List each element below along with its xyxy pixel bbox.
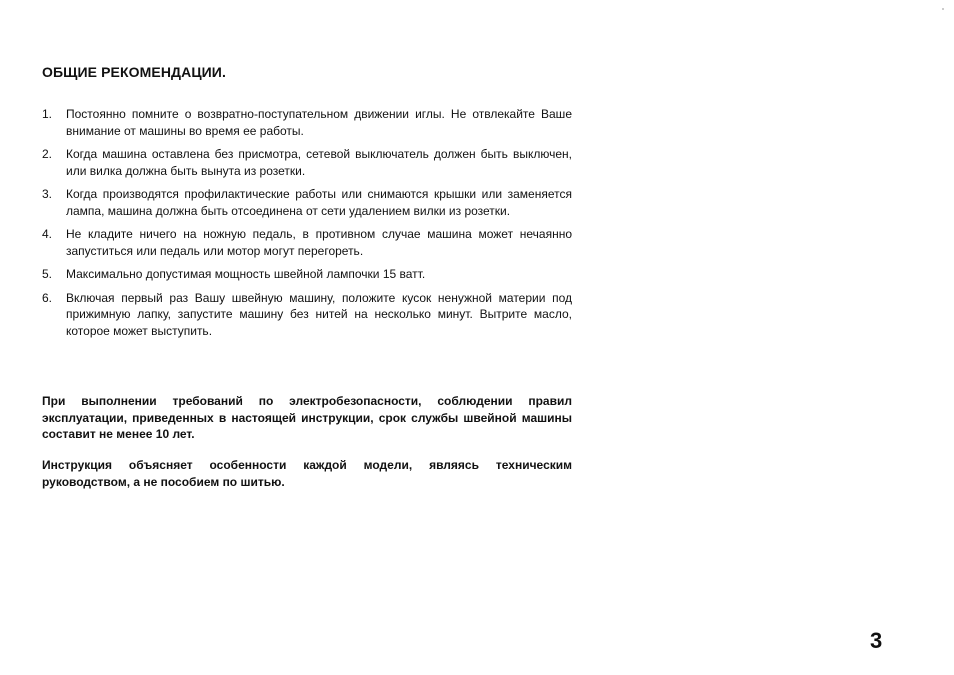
list-item [42, 146, 572, 179]
item-number: 5. [42, 267, 53, 281]
item-text: Не кладите ничего на ножную педаль, в противном случае машина может нечаянно запуститься или педаль или мотор могут перегореть. [66, 227, 572, 258]
page-number: 3 [870, 628, 883, 653]
item-number: 2. [42, 147, 53, 161]
service-life-note: При выполнении требований по электробезопасности, соблюдении правил эксплуатации, приведенных в настоящей инструкции, срок службы швейной машины составит не менее 10 лет. [42, 394, 572, 441]
list-item [42, 186, 572, 219]
list-item [42, 226, 572, 259]
manual-purpose-note: Инструкция объясняет особенности каждой модели, являясь техническим руководством, а не пособием по шитью. [42, 458, 572, 489]
item-text: Когда машина оставлена без присмотра, сетевой выключатель должен быть выключен, или вилка должна быть вынута из розетки. [66, 147, 572, 178]
list-item [42, 106, 572, 139]
item-number: 4. [42, 227, 53, 241]
item-number: 6. [42, 290, 53, 305]
section-heading: ОБЩИЕ РЕКОМЕНДАЦИИ. [42, 64, 226, 80]
item-text: Постоянно помните о возвратно-поступательном движении иглы. Не отвлекайте Ваше внимание от машины во время ее работы. [66, 107, 572, 138]
recommendations-list [42, 106, 572, 346]
list-item [42, 266, 572, 283]
item-text: Когда производятся профилактические работы или снимаются крышки или заменяется лампа, машина должна быть отсоединена от сети удалением вилки из розетки. [66, 187, 572, 218]
item-text: Максимально допустимая мощность швейной лампочки 15 ватт. [66, 267, 426, 281]
list-item [42, 290, 572, 340]
item-number: 1. [42, 107, 53, 121]
item-text: Включая первый раз Вашу швейную машину, положите кусок ненужной материи под прижимную лапку, запустите машину без нитей на несколько минут. Вытрите масло, которое может выступить. [66, 290, 572, 338]
item-number: 3. [42, 187, 53, 201]
scan-speck [942, 8, 944, 10]
